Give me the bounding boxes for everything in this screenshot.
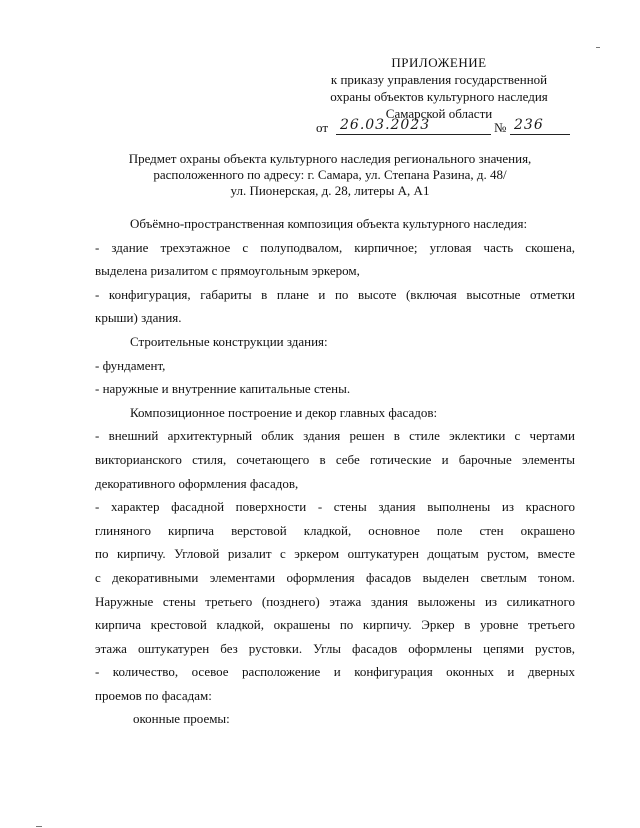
body-line: крыши) здания. (95, 310, 182, 326)
body-line: проемов по фасадам: (95, 687, 212, 703)
handwritten-date: 26.03.2023 (340, 117, 431, 133)
body-line: - характер фасадной поверхности - стены здания выполнены из красного (95, 499, 575, 515)
order-number-label: № (494, 120, 507, 135)
number-underline (510, 134, 570, 135)
scan-mark (36, 826, 42, 827)
body-line: декоративного оформления фасадов, (95, 475, 299, 491)
scan-mark (596, 47, 600, 48)
body-line: - наружные и внутренние капитальные стены. (95, 381, 351, 397)
section-title: Строительные конструкции здания: (130, 333, 328, 349)
appendix-block (306, 54, 572, 122)
order-from-label: от (316, 120, 329, 135)
appendix-line: Самарской области (385, 106, 493, 121)
document-body (95, 212, 575, 731)
body-line: с декоративными элементами оформления фасадов выделен светлым тоном. (95, 569, 575, 585)
body-line: - конфигурация, габариты в плане и по высоте (включая высотные отметки (95, 286, 575, 302)
body-line: - количество, осевое расположение и конфигурация оконных и дверных (95, 664, 575, 680)
body-line: выделена ризалитом с прямоугольным эркером, (95, 263, 360, 279)
body-line: викторианского стиля, сочетающего в себе готические и барочные элементы (95, 451, 575, 467)
appendix-title: ПРИЛОЖЕНИЕ (391, 55, 487, 70)
appendix-line: к приказу управления государственной (330, 72, 548, 87)
body-line: - внешний архитектурный облик здания решен в стиле эклектики с чертами (95, 428, 575, 444)
body-line: Наружные стены третьего (позднего) этажа здания выложены из силикатного (95, 593, 575, 609)
heading-line: ул. Пионерская, д. 28, литеры А, А1 (230, 183, 430, 198)
section-title: Композиционное построение и декор главных фасадов: (130, 404, 438, 420)
order-date-number (316, 119, 576, 137)
section-title: Объёмно-пространственная композиция объекта культурного наследия: (130, 216, 528, 231)
body-line: кирпича крестовой кладкой, окрашены по кирпичу. Эркер в уровне третьего (95, 617, 575, 633)
appendix-line: охраны объектов культурного наследия (330, 89, 548, 104)
body-line: по кирпичу. Угловой ризалит с эркером оштукатурен дощатым рустом, вместе (95, 546, 575, 562)
heading-line: расположенного по адресу: г. Самара, ул. Степана Разина, д. 48/ (153, 167, 507, 182)
handwritten-number: 236 (514, 117, 544, 133)
body-line: глиняного кирпича верстовой кладкой, основное поле стен окрашено (95, 522, 575, 538)
heading-line: Предмет охраны объекта культурного наследия регионального значения, (128, 151, 532, 166)
document-heading (100, 151, 560, 199)
body-line: - здание трехэтажное с полуподвалом, кирпичное; угловая часть скошена, (95, 239, 575, 255)
body-line: этажа оштукатурен без рустовки. Углы фасадов оформлены цепями рустов, (95, 640, 575, 656)
body-line: - фундамент, (95, 357, 166, 373)
date-underline (336, 134, 491, 135)
subsection-title: оконные проемы: (133, 711, 230, 727)
